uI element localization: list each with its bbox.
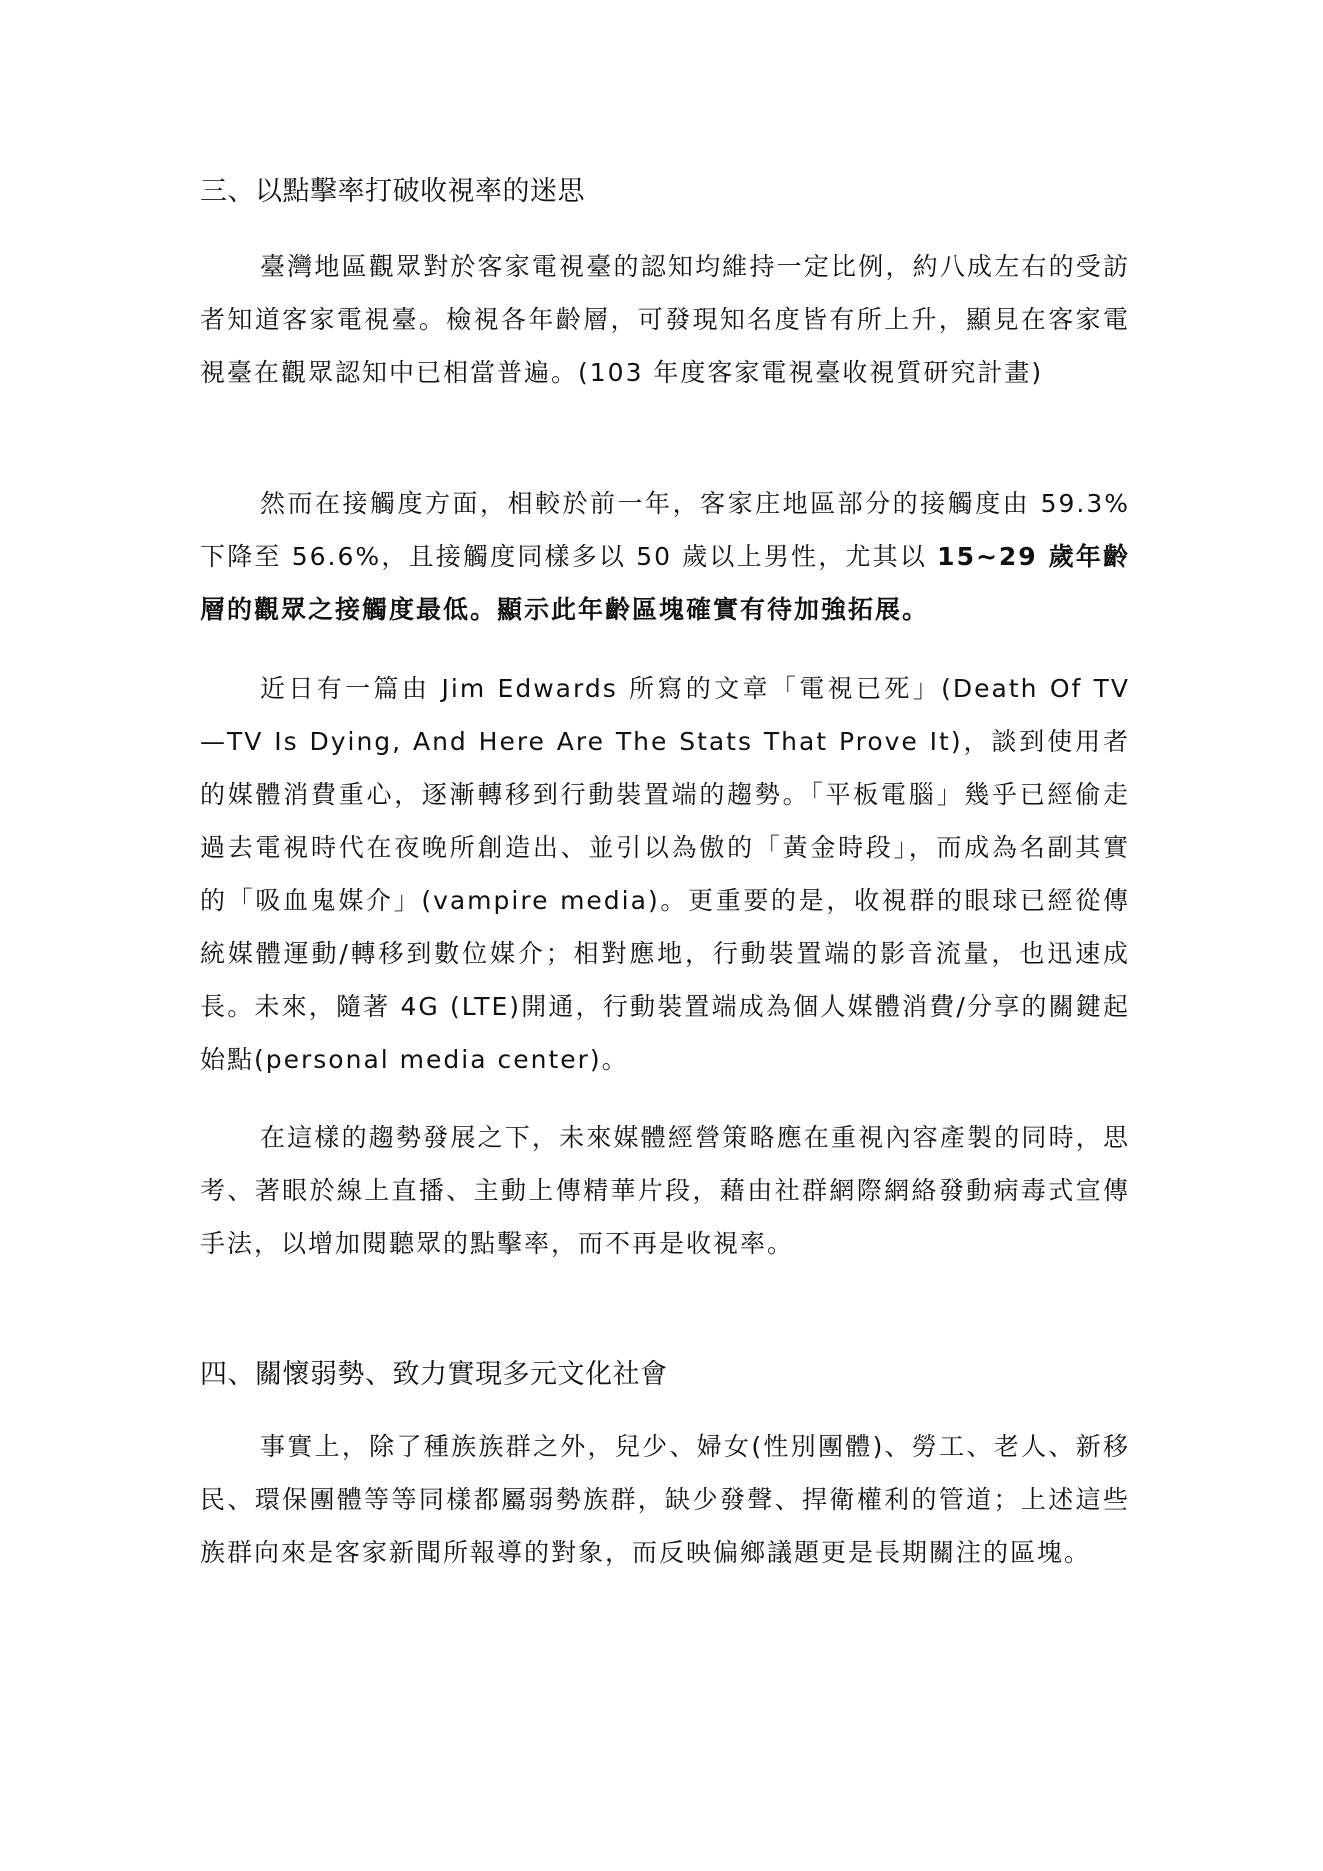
section-3-paragraph-1: 臺灣地區觀眾對於客家電視臺的認知均維持一定比例，約八成左右的受訪者知道客家電視臺。檢視各年齡層，可發現知名度皆有所上升，顯見在客家電視臺在觀眾認知中已相當普遍。(103 年度客家電視臺收視質研究計畫) xyxy=(200,252,1130,387)
section-4-heading: 四、關懷弱勢、致力實現多元文化社會 xyxy=(200,1359,668,1390)
section-3-paragraph-3: 近日有一篇由 Jim Edwards 所寫的文章「電視已死」(Death Of TV —TV Is Dying, And Here Are The Stats That Prove It)，談到使用者的媒體消費重心，逐漸轉移到行動裝置端的趨勢。「平板電腦」幾乎已經偷走過去電視時代在夜晚所創造出、並引以為傲的「黃金時段」，而成為名副其實的「吸血鬼媒介」(vampire media)。更重要的是，收視群的眼球已經從傳統媒體運動/轉移到數位媒介；相對應地，行動裝置端的影音流量，也迅速成長。未來，隨著 4G (LTE)開通，行動裝置端成為個人媒體消費/分享的關鍵起始點(personal media center)。 xyxy=(200,674,1130,1074)
section-3-paragraph-4-block xyxy=(200,1111,1130,1270)
section-3 xyxy=(200,174,1130,210)
section-3-paragraph-1-block xyxy=(200,240,1130,399)
section-3-paragraph-4: 在這樣的趨勢發展之下，未來媒體經營策略應在重視內容產製的同時，思考、著眼於線上直播、主動上傳精華片段，藉由社群網際網絡發動病毒式宣傳手法，以增加閱聽眾的點擊率，而不再是收視率。 xyxy=(200,1123,1130,1258)
section-3-heading: 三、以點擊率打破收視率的迷思 xyxy=(200,176,585,207)
section-4-paragraph-1-block xyxy=(200,1420,1130,1579)
paragraph-2-text: 然而在接觸度方面，相較於前一年，客家庄地區部分的接觸度由 59.3%下降至 56.6%，且接觸度同樣多以 50 歲以上男性，尤其以 xyxy=(200,489,1130,571)
section-3-paragraph-2 xyxy=(200,477,1130,636)
section-3-paragraph-2-block xyxy=(200,477,1130,636)
section-4 xyxy=(200,1357,1130,1393)
section-4-paragraph-1: 事實上，除了種族族群之外，兒少、婦女(性別團體)、勞工、老人、新移民、環保團體等等同樣都屬弱勢族群，缺少發聲、捍衛權利的管道；上述這些族群向來是客家新聞所報導的對象，而反映偏鄉議題更是長期關注的區塊。 xyxy=(200,1432,1130,1567)
paragraph-2-emphasis: 15~29 歲年齡層的觀眾之接觸度最低。顯示此年齡區塊確實有待加強拓展。 xyxy=(200,542,1130,624)
section-3-paragraph-3-block xyxy=(200,662,1130,1086)
